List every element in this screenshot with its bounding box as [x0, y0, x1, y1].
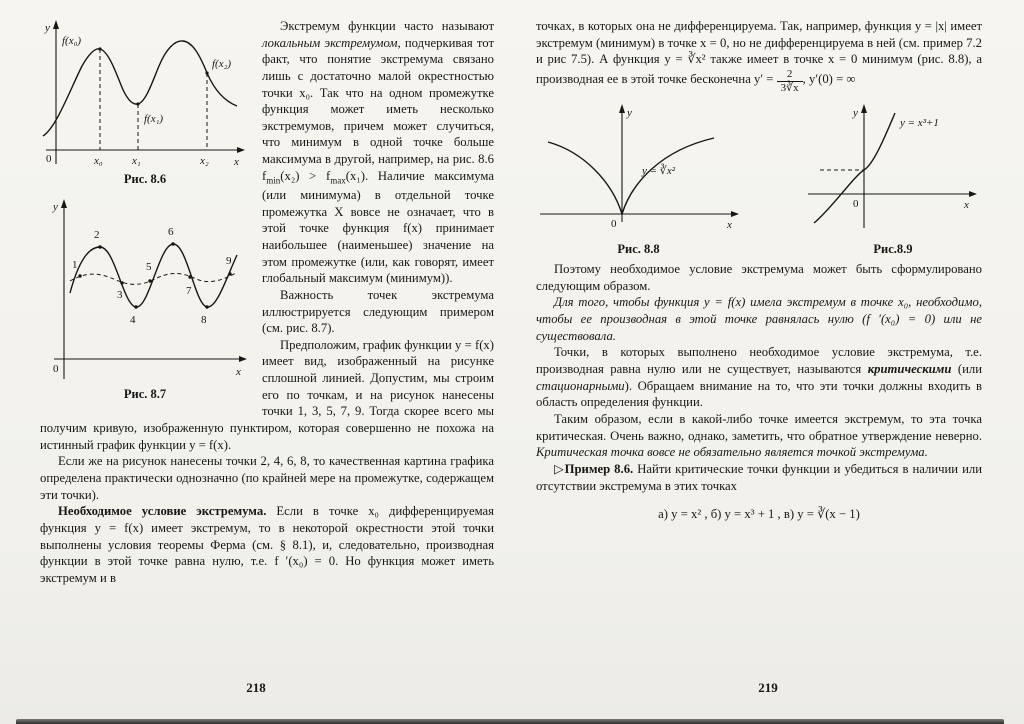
- axis-label-y: y: [627, 107, 632, 120]
- text-run: , y′(0) = ∞: [802, 71, 856, 86]
- bold-heading: Необходимое условие экстремума.: [58, 504, 267, 519]
- point-5: [148, 279, 151, 282]
- figure-8-7: [40, 197, 248, 385]
- origin-label: 0: [611, 218, 617, 231]
- fraction-numerator: 2: [777, 68, 803, 82]
- point-label-5: 5: [146, 261, 152, 273]
- paragraph-nondifferentiable: [536, 18, 982, 94]
- arrowhead-up: [61, 199, 67, 208]
- x-axis: [808, 191, 977, 197]
- x-axis: [540, 211, 739, 217]
- italic-term: стационарными: [536, 378, 625, 393]
- equation-label: y = ∛x²: [642, 165, 675, 178]
- text-run: Таким образом, если в какой-либо точке имеется экстремум, то эта точка критическая. Очень важно, однако, заметить, что обратное утверждение неверно.: [536, 411, 982, 443]
- fraction-denominator: 3∛x: [780, 81, 799, 94]
- origin-label: 0: [53, 363, 59, 375]
- cusp-curve: [548, 138, 714, 214]
- paragraph-critical-points: [536, 344, 982, 411]
- axis-label-x: x: [964, 199, 969, 212]
- axis-label-x: x: [727, 219, 732, 232]
- point-label-2: 2: [94, 229, 100, 241]
- point-6: [171, 242, 174, 245]
- text-run: Если в точке x₀ дифференцируемая функция y = f(x) имеет экстремум, то в некоторой окрестности этой точки выполнены условия теоремы Ферма (см. § 8.1), и, следовательно, производная функции в этой точке равна нулю, т.е. f ′(x₀) = 0. Но функция может иметь экстремум и в: [40, 504, 494, 585]
- figure-8-9: [804, 102, 982, 238]
- paragraph-necessary-condition: [40, 503, 494, 586]
- value-label-fx2: f(x₂): [212, 58, 232, 70]
- arrowhead-up: [861, 104, 867, 113]
- bold-italic-term: критическими: [867, 362, 952, 377]
- point-label-9: 9: [226, 255, 232, 267]
- figure-8-7-caption: Рис. 8.7: [123, 387, 167, 401]
- axis-label-y: y: [53, 201, 58, 213]
- scan-bottom-edge: [16, 719, 1004, 724]
- point-x0: [98, 47, 101, 50]
- point-x1: [136, 102, 139, 105]
- fraction-derivative: [777, 68, 803, 94]
- figure-8-6-caption: Рис. 8.6: [123, 172, 167, 186]
- point-label-3: 3: [117, 289, 123, 301]
- paragraph-importance: Важность точек экстремума иллюстрируется следующим примером (см. рис. 8.7).: [262, 287, 494, 336]
- text-run: (x₂) > f: [280, 168, 331, 183]
- point-3: [120, 281, 123, 284]
- point-4: [134, 305, 137, 308]
- y-axis: [861, 104, 867, 228]
- italic-term: локальным экстремумом: [262, 35, 398, 50]
- point-label-1: 1: [72, 259, 78, 271]
- tick-label-x1: x₁: [132, 155, 141, 167]
- point-2: [98, 245, 101, 248]
- origin-label: 0: [853, 198, 859, 211]
- page-number-right: 219: [758, 680, 778, 695]
- point-label-7: 7: [186, 285, 192, 297]
- text-run: ). Обращаем внимание на то, что эти точки должны входить в область определения функции.: [536, 378, 982, 410]
- y-axis: [61, 199, 67, 379]
- figure-8-8-box: [536, 102, 741, 259]
- figure-8-9-caption: Рис.8.9: [873, 242, 913, 257]
- arrowhead-right: [239, 356, 247, 362]
- point-label-6: 6: [168, 226, 174, 238]
- axis-label-y: y: [853, 107, 858, 120]
- equation-label: y = x³+1: [900, 117, 939, 130]
- right-figures-row: [536, 102, 982, 259]
- italic-sentence: Критическая точка вовсе не обязательно является точкой экстремума.: [536, 445, 928, 460]
- x-axis: [54, 356, 247, 362]
- axis-label-x: x: [234, 156, 239, 168]
- figure-8-9-box: [804, 102, 982, 259]
- axis-label-x: x: [236, 366, 241, 378]
- page-number-left: 218: [246, 680, 266, 695]
- text-run: , подчеркивая тот факт, что понятие экстремума связано лишь с достаточно малой окрестностью точки x₀. Так что на одном промежутке функция может иметь несколько экстремумов, причем может случиться, что минимум в одной точке больше максимума в другой, например, на рис. 8.6 f: [262, 35, 494, 183]
- bold-example-label: Пример 8.6.: [564, 461, 634, 476]
- point-1: [78, 274, 81, 277]
- point-9: [228, 272, 231, 275]
- true-graph-curve: [70, 244, 237, 307]
- text-run: (x₁). Наличие максимума (или минимума) в отдельной точке промежутка X вовсе не означает, что в этой точке функция f(x) принимает наибольшее (наименьшее) значение на этом промежутке (или, как говорят, имеет глобальный максимум (минимум)).: [262, 168, 494, 286]
- point-label-4: 4: [130, 314, 136, 326]
- y-axis: [619, 104, 625, 222]
- paragraph-converse: [536, 411, 982, 461]
- figure-8-8-caption: Рис. 8.8: [617, 242, 660, 257]
- value-label-fx1: f(x₁): [144, 113, 164, 125]
- origin-label: 0: [46, 153, 52, 165]
- page-219: [512, 0, 1024, 724]
- arrowhead-up: [53, 20, 59, 29]
- text-run: Точки, в которых выполнено необходимое условие экстремума, т.е. производная равна нулю или не существует, называются: [536, 345, 982, 377]
- tick-label-x0: x₀: [94, 155, 103, 167]
- left-figures-column: [40, 18, 250, 412]
- tick-label-x2: x₂: [200, 155, 209, 167]
- figure-8-6: [40, 18, 248, 170]
- paragraph-even-points: Если же на рисунок нанесены точки 2, 4, 6, 8, то качественная картина графика определена практически однозначно (по крайней мере на промежутке, содержащем эти точки).: [40, 454, 494, 502]
- text-run: точках, в которых она не дифференцируема. Так, например, функция y = |x| имеет экстремум (минимум) в точке x = 0, но не дифференцируема в ней (см. пример 7.2 и рис 7.5). А функция y = ∛x² также имеет в точке x = 0 минимум (рис. 8.8), а производная ее в этой точке бесконечна y′ =: [536, 19, 982, 86]
- point-8: [205, 305, 208, 308]
- subscript-max: max: [330, 175, 346, 186]
- point-x2: [205, 71, 208, 74]
- example-equations: а) y = x² , б) y = x³ + 1 , в) y = ∛(x − 1): [658, 507, 860, 522]
- text-run: (или: [951, 362, 982, 377]
- text-run: Экстремум функции часто называют: [280, 19, 494, 33]
- paragraph-assume-graph: Предположим, график функции y = f(x) имеет вид, изображенный на рисунке сплошной линией. Допустим, мы строим его по точкам, и на рисунок нанесены точки 1, 3, 5, 7, 9. Тогда скорее всего мы получим кривую, изображенную пунктиром, которая совершенно не похожа на истинный график функции y = f(x).: [40, 337, 494, 452]
- paragraph-example-8-6: [536, 461, 982, 494]
- subscript-min: min: [266, 175, 281, 186]
- paragraph-theorem-statement: Для того, чтобы функция y = f(x) имела экстремум в точке x₀, необходимо, чтобы ее производная в этой точке равнялась нулю (f ′(x₀) = 0) или не существовала.: [536, 295, 982, 343]
- function-curve: [43, 41, 237, 136]
- example-marker: ▷: [554, 461, 565, 476]
- x-axis: [46, 147, 245, 153]
- paragraph-therefore: Поэтому необходимое условие экстремума может быть сформулировано следующим образом.: [536, 262, 982, 293]
- text-run: Найти критические точки функции и убедиться в наличии или отсутствии экстремума в этих точках: [536, 461, 982, 493]
- axis-label-y: y: [45, 22, 50, 34]
- y-axis: [53, 20, 59, 164]
- arrowhead-up: [619, 104, 625, 113]
- arrowhead-right: [237, 147, 245, 153]
- figure-8-8: [536, 102, 741, 238]
- arrowhead-right: [731, 211, 739, 217]
- point-7: [188, 275, 191, 278]
- arrowhead-right: [969, 191, 977, 197]
- point-label-8: 8: [201, 314, 207, 326]
- value-label-fx0: f(x₀): [62, 35, 82, 47]
